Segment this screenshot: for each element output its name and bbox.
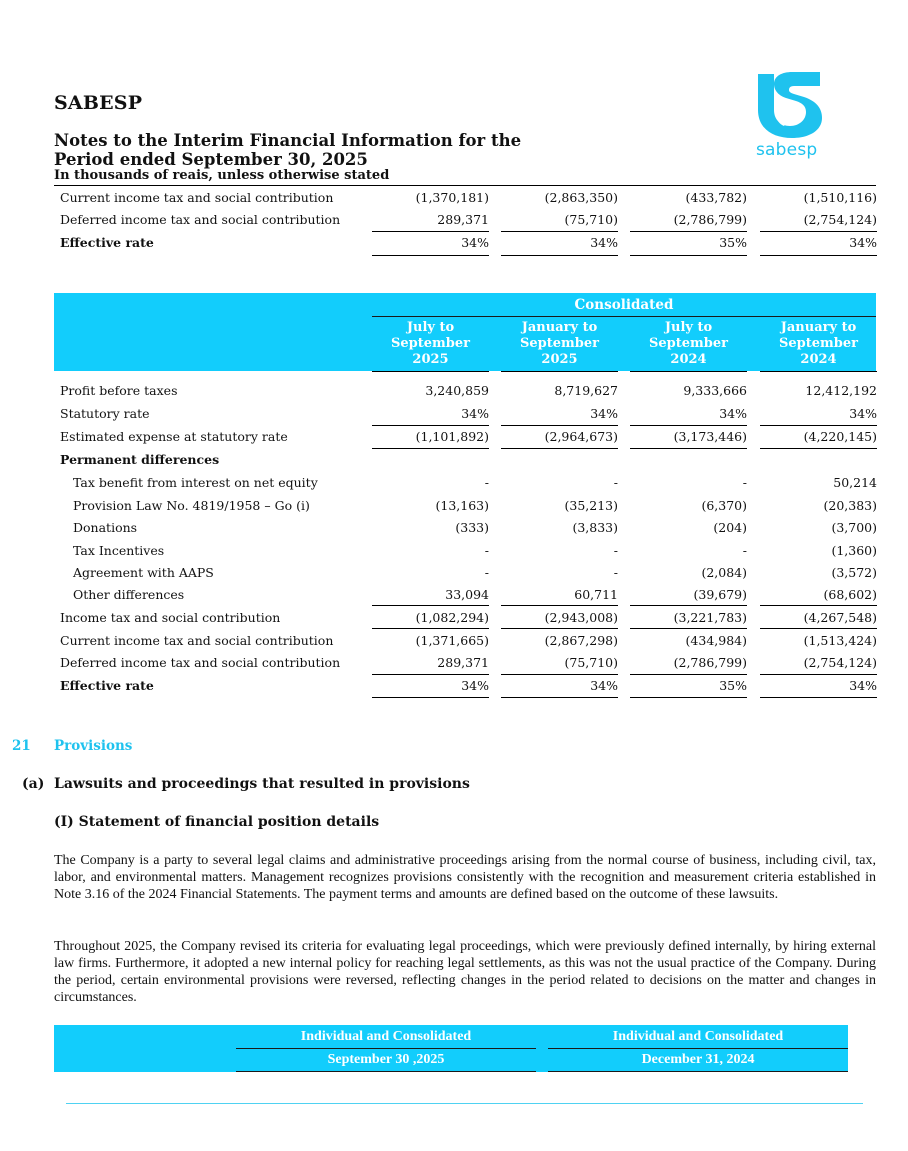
row-value: (204) (713, 520, 747, 535)
logo-wordmark: sabesp (756, 140, 818, 160)
row-value: (3,833) (572, 520, 618, 535)
row-label: Estimated expense at statutory rate (60, 429, 288, 444)
row-value: 34% (719, 406, 747, 421)
subsection-title: Lawsuits and proceedings that resulted in provisions (54, 776, 470, 792)
total-underline (501, 697, 618, 698)
total-underline (630, 448, 747, 449)
row-value: 35% (719, 678, 747, 693)
table-row (54, 187, 876, 209)
row-label: Profit before taxes (60, 383, 178, 398)
row-value: (3,700) (831, 520, 877, 535)
header-divider (54, 185, 876, 186)
row-value: 34% (849, 235, 877, 250)
row-value: (2,786,799) (673, 655, 747, 670)
total-underline (501, 231, 618, 232)
total-underline (372, 697, 489, 698)
total-underline (760, 231, 877, 232)
column-header-underline (630, 371, 747, 372)
row-value: 8,719,627 (554, 383, 618, 398)
row-value: 34% (590, 406, 618, 421)
column-header-q3-2025 (372, 320, 489, 368)
group-header-rule (372, 316, 876, 317)
column-header-underline (372, 371, 489, 372)
provisions-column-date: September 30 ,2025 (327, 1052, 445, 1067)
row-value: 289,371 (437, 655, 489, 670)
row-value: (3,221,783) (673, 610, 747, 625)
table-row (54, 584, 876, 606)
row-value: 34% (849, 678, 877, 693)
section-number: 21 (12, 738, 31, 754)
column-header-line: 2025 (412, 352, 449, 367)
row-value: (3,572) (831, 565, 877, 580)
total-underline (760, 448, 877, 449)
row-label: Current income tax and social contribution (60, 190, 334, 205)
row-value: (2,786,799) (673, 212, 747, 227)
column-header-line: January to (780, 320, 857, 335)
row-value: (2,754,124) (803, 212, 877, 227)
total-underline (630, 628, 747, 629)
provisions-column-group: Individual and Consolidated (300, 1029, 472, 1044)
row-value: (1,371,665) (415, 633, 489, 648)
total-underline (372, 674, 489, 675)
row-label: Effective rate (60, 235, 154, 250)
total-underline (372, 605, 489, 606)
row-value: (333) (455, 520, 489, 535)
sabesp-logo (752, 72, 828, 162)
provisions-column-date: December 31, 2024 (641, 1052, 755, 1067)
total-underline (372, 255, 489, 256)
column-header-line: 2024 (670, 352, 707, 367)
column-header-underline (501, 371, 618, 372)
row-value: 9,333,666 (683, 383, 747, 398)
total-underline (501, 674, 618, 675)
row-value: (35,213) (564, 498, 618, 513)
column-header-line: July to (664, 320, 713, 335)
table-row (54, 426, 876, 448)
row-value: - (613, 543, 618, 558)
row-label: Tax Incentives (73, 543, 165, 558)
row-value: (75,710) (564, 655, 618, 670)
column-header-ytd-2024 (760, 320, 877, 368)
total-underline (501, 448, 618, 449)
row-value: 60,711 (574, 587, 618, 602)
document-subtitle: In thousands of reais, unless otherwise stated (54, 168, 390, 183)
row-value: - (613, 565, 618, 580)
document-title-line1: Notes to the Interim Financial Information for the (54, 131, 522, 150)
row-value: (20,383) (823, 498, 877, 513)
row-value: 3,240,859 (425, 383, 489, 398)
total-underline (630, 425, 747, 426)
row-value: (433,782) (685, 190, 747, 205)
company-name: SABESP (54, 92, 143, 114)
row-value: (2,754,124) (803, 655, 877, 670)
total-underline (760, 425, 877, 426)
sub-subsection-title: (I) Statement of financial position details (54, 814, 380, 830)
row-value: (2,943,008) (544, 610, 618, 625)
total-underline (372, 448, 489, 449)
table-row (54, 209, 876, 231)
total-underline (630, 697, 747, 698)
row-value: 34% (849, 406, 877, 421)
column-header-line: September (391, 336, 470, 351)
document-title (54, 131, 521, 169)
total-underline (501, 605, 618, 606)
total-underline (501, 628, 618, 629)
provisions-header-underline (236, 1071, 536, 1072)
row-label: Deferred income tax and social contribution (60, 655, 341, 670)
row-value: 34% (590, 678, 618, 693)
row-label: Current income tax and social contribution (60, 633, 334, 648)
consolidated-group-header: Consolidated (574, 297, 674, 313)
row-value: (2,964,673) (544, 429, 618, 444)
row-label: Provision Law No. 4819/1958 – Go (i) (73, 498, 310, 513)
row-value: - (613, 475, 618, 490)
row-value: (6,370) (701, 498, 747, 513)
row-value: 34% (461, 406, 489, 421)
row-label: Other differences (73, 587, 185, 602)
total-underline (372, 231, 489, 232)
row-value: - (742, 543, 747, 558)
total-underline (630, 674, 747, 675)
document-title-line2: Period ended September 30, 2025 (54, 150, 368, 169)
table-row (54, 380, 876, 402)
column-header-line: September (649, 336, 728, 351)
row-value: (39,679) (693, 587, 747, 602)
row-value: 33,094 (445, 587, 489, 602)
row-value: (4,267,548) (803, 610, 877, 625)
column-header-line: September (520, 336, 599, 351)
table-row (54, 403, 876, 425)
provisions-header-rule (548, 1048, 848, 1049)
row-value: 289,371 (437, 212, 489, 227)
paragraph: The Company is a party to several legal claims and administrative proceedings arising from the normal course of business, including civil, tax, labor, and environmental matters. Management recognizes provisions consistently with the recognition and measurement criteria established in Note 3.16 of the 2024 Financial Statements. The payment terms and amounts are defined based on the outcome of these lawsuits. (54, 853, 876, 902)
table-row (54, 562, 876, 584)
total-underline (372, 628, 489, 629)
row-label: Permanent differences (60, 452, 220, 467)
row-value: (1,101,892) (415, 429, 489, 444)
consolidated-header-band (54, 293, 876, 371)
total-underline (760, 674, 877, 675)
row-value: (2,863,350) (544, 190, 618, 205)
section-title: Provisions (54, 738, 133, 754)
provisions-header-rule (236, 1048, 536, 1049)
subsection-marker: (a) (22, 776, 45, 792)
table-row (54, 540, 876, 562)
row-label: Effective rate (60, 678, 154, 693)
row-label: Agreement with AAPS (73, 565, 214, 580)
provisions-column-group: Individual and Consolidated (612, 1029, 784, 1044)
row-value: 35% (719, 235, 747, 250)
total-underline (760, 697, 877, 698)
total-underline (760, 628, 877, 629)
row-label: Deferred income tax and social contribution (60, 212, 341, 227)
row-value: (68,602) (823, 587, 877, 602)
row-value: 12,412,192 (805, 383, 877, 398)
total-underline (372, 425, 489, 426)
row-label: Tax benefit from interest on net equity (73, 475, 318, 490)
row-value: - (484, 543, 489, 558)
row-value: (4,220,145) (803, 429, 877, 444)
column-header-line: 2025 (541, 352, 578, 367)
column-header-line: July to (406, 320, 455, 335)
row-value: (13,163) (435, 498, 489, 513)
column-header-underline (760, 371, 877, 372)
paragraph: Throughout 2025, the Company revised its criteria for evaluating legal proceedings, which were previously defined internally, by hiring external law firms. Furthermore, it adopted a new internal policy for reaching legal settlements, as this was not the usual practice of the Company. During the period, certain environmental provisions were reversed, reflecting changes in the period related to decisions on the matter and changes in circumstances. (54, 939, 876, 1005)
row-label: Donations (73, 520, 138, 535)
row-value: - (742, 475, 747, 490)
column-header-ytd-2025 (501, 320, 618, 368)
table-row (54, 607, 876, 629)
total-underline (630, 255, 747, 256)
table-row (54, 495, 876, 517)
table-row (54, 472, 876, 494)
total-underline (501, 255, 618, 256)
table-row (54, 652, 876, 674)
provisions-header-underline (548, 1071, 848, 1072)
row-value: (1,370,181) (415, 190, 489, 205)
total-underline (760, 605, 877, 606)
table-row (54, 449, 876, 471)
sabesp-logo-icon (752, 72, 828, 138)
total-underline (760, 255, 877, 256)
row-label: Income tax and social contribution (60, 610, 281, 625)
total-underline (630, 605, 747, 606)
table-row (54, 675, 876, 697)
table-row (54, 517, 876, 539)
total-underline (630, 231, 747, 232)
row-value: - (484, 565, 489, 580)
row-value: (1,513,424) (803, 633, 877, 648)
row-value: (2,867,298) (544, 633, 618, 648)
column-header-q3-2024 (630, 320, 747, 368)
row-value: (2,084) (701, 565, 747, 580)
row-value: - (484, 475, 489, 490)
table-row (54, 232, 876, 254)
column-header-line: 2024 (800, 352, 837, 367)
provisions-header-band (54, 1025, 848, 1072)
row-value: (1,510,116) (803, 190, 877, 205)
row-label: Statutory rate (60, 406, 150, 421)
row-value: (434,984) (685, 633, 747, 648)
row-value: 34% (461, 678, 489, 693)
row-value: 50,214 (833, 475, 877, 490)
row-value: (3,173,446) (673, 429, 747, 444)
column-header-line: September (779, 336, 858, 351)
row-value: 34% (461, 235, 489, 250)
table-row (54, 630, 876, 652)
row-value: (1,360) (831, 543, 877, 558)
footer-divider (66, 1103, 863, 1104)
row-value: (1,082,294) (415, 610, 489, 625)
row-value: (75,710) (564, 212, 618, 227)
column-header-line: January to (521, 320, 598, 335)
total-underline (501, 425, 618, 426)
row-value: 34% (590, 235, 618, 250)
